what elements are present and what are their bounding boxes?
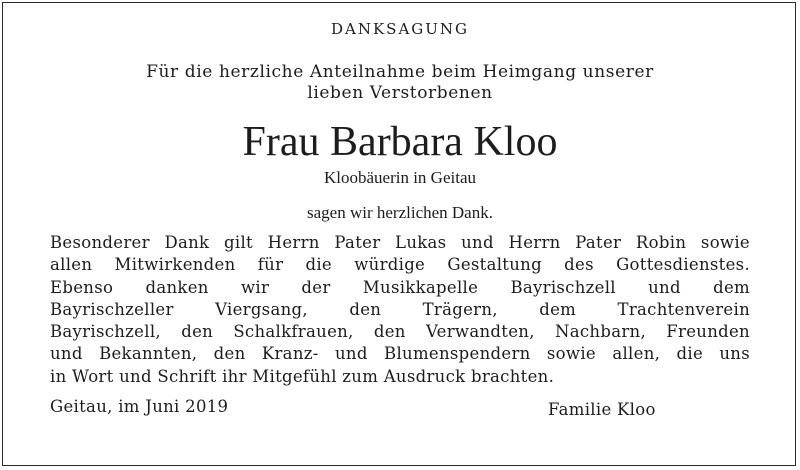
body-line: Ebenso danken wir der Musikkapelle Bayrischzell und dem — [50, 277, 750, 297]
intro-line: Für die herzliche Anteilnahme beim Heimgang unserer — [146, 62, 654, 82]
body-line: Besonderer Dank gilt Herrn Pater Lukas und Herrn Pater Robin sowie — [50, 233, 750, 252]
notice-heading: DANKSAGUNG — [330, 20, 470, 38]
intro-text — [0, 62, 800, 104]
place-date: Geitau, im Juni 2019 — [50, 397, 229, 416]
body-paragraph — [50, 232, 750, 388]
body-line: Bayrischzell, den Schalkfrauen, den Verwandten, Nachbarn, Freunden — [50, 322, 750, 342]
thanks-line: sagen wir herzlichen Dank. — [307, 203, 493, 222]
family-signature: Familie Kloo — [548, 400, 656, 419]
body-line: allen Mitwirkenden für die würdige Gestaltung des Gottesdienstes. — [50, 255, 750, 275]
body-line: und Bekannten, den Kranz- und Blumenspendern sowie allen, die uns — [50, 344, 750, 364]
intro-line: lieben Verstorbenen — [307, 83, 493, 103]
body-line: Bayrischzeller Viergsang, den Trägern, dem Trachtenverein — [50, 299, 750, 319]
deceased-subtitle: Kloobäuerin in Geitau — [323, 168, 476, 187]
body-line: in Wort und Schrift ihr Mitgefühl zum Ausdruck brachten. — [50, 366, 555, 386]
deceased-name: Frau Barbara Kloo — [242, 119, 558, 165]
